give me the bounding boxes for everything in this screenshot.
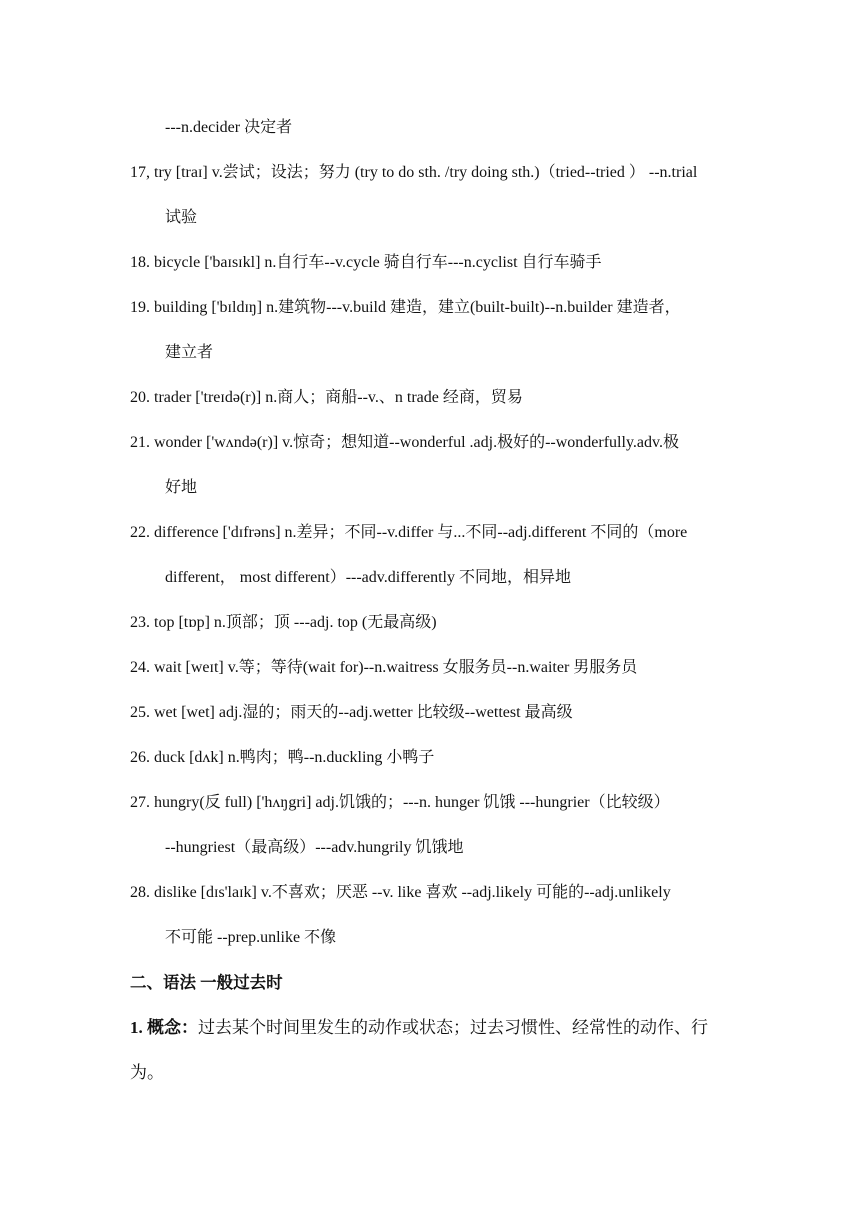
text-line: --hungriest（最高级）---adv.hungrily 饥饿地 — [165, 839, 464, 856]
text-line: 19. building ['bɪldɪŋ] n.建筑物---v.build 建造，建立(built-built)--n.builder 建造者， — [130, 299, 681, 316]
text-line: 试验 — [165, 209, 198, 226]
text-line: 23. top [tɒp] n.顶部；顶 ---adj. top (无最高级) — [130, 614, 437, 631]
text-line: 26. duck [dʌk] n.鸭肉；鸭--n.duckling 小鸭子 — [130, 749, 435, 766]
text-line: 27. hungry(反 full) ['hʌŋgri] adj.饥饿的；---n. hunger 饥饿 ---hungrier（比较级） — [130, 794, 670, 811]
text-line: 22. difference ['dɪfrəns] n.差异；不同--v.differ 与...不同--adj.different 不同的（more — [130, 524, 688, 541]
text-line: 18. bicycle ['baɪsɪkl] n.自行车--v.cycle 骑自行车---n.cyclist 自行车骑手 — [130, 254, 602, 271]
text-line: 25. wet [wet] adj.湿的；雨天的--adj.wetter 比较级--wettest 最高级 — [130, 704, 573, 721]
text-line: 17, try [traɪ] v.尝试；设法；努力 (try to do sth. /try doing sth.)（tried--tried ） --n.trial — [130, 164, 698, 181]
concept-text: 过去某个时间里发生的动作或状态；过去习惯性、经常性的动作、行 — [198, 1018, 708, 1037]
text-line: 24. wait [weɪt] v.等；等待(wait for)--n.waitress 女服务员--n.waiter 男服务员 — [130, 659, 638, 676]
concept-label: 1. 概念： — [130, 1018, 198, 1037]
text-line: different， most different）---adv.differently 不同地，相异地 — [165, 569, 571, 586]
text-line: 不可能 --prep.unlike 不像 — [165, 929, 337, 946]
text-line: 好地 — [165, 479, 198, 496]
section-heading: 二、语法 一般过去时 — [130, 973, 283, 992]
text-line: 建立者 — [165, 344, 214, 361]
text-line: ---n.decider 决定者 — [165, 119, 293, 136]
text-line: 20. trader ['treɪdə(r)] n.商人；商船--v.、n trade 经商，贸易 — [130, 389, 523, 406]
text-line: 21. wonder ['wʌndə(r)] v.惊奇；想知道--wonderful .adj.极好的--wonderfully.adv.极 — [130, 434, 679, 451]
concept-paragraph — [130, 1017, 708, 1039]
concept-continuation: 为。 — [130, 1063, 164, 1082]
text-line: 28. dislike [dɪs'laɪk] v.不喜欢；厌恶 --v. like 喜欢 --adj.likely 可能的--adj.unlikely — [130, 884, 671, 901]
